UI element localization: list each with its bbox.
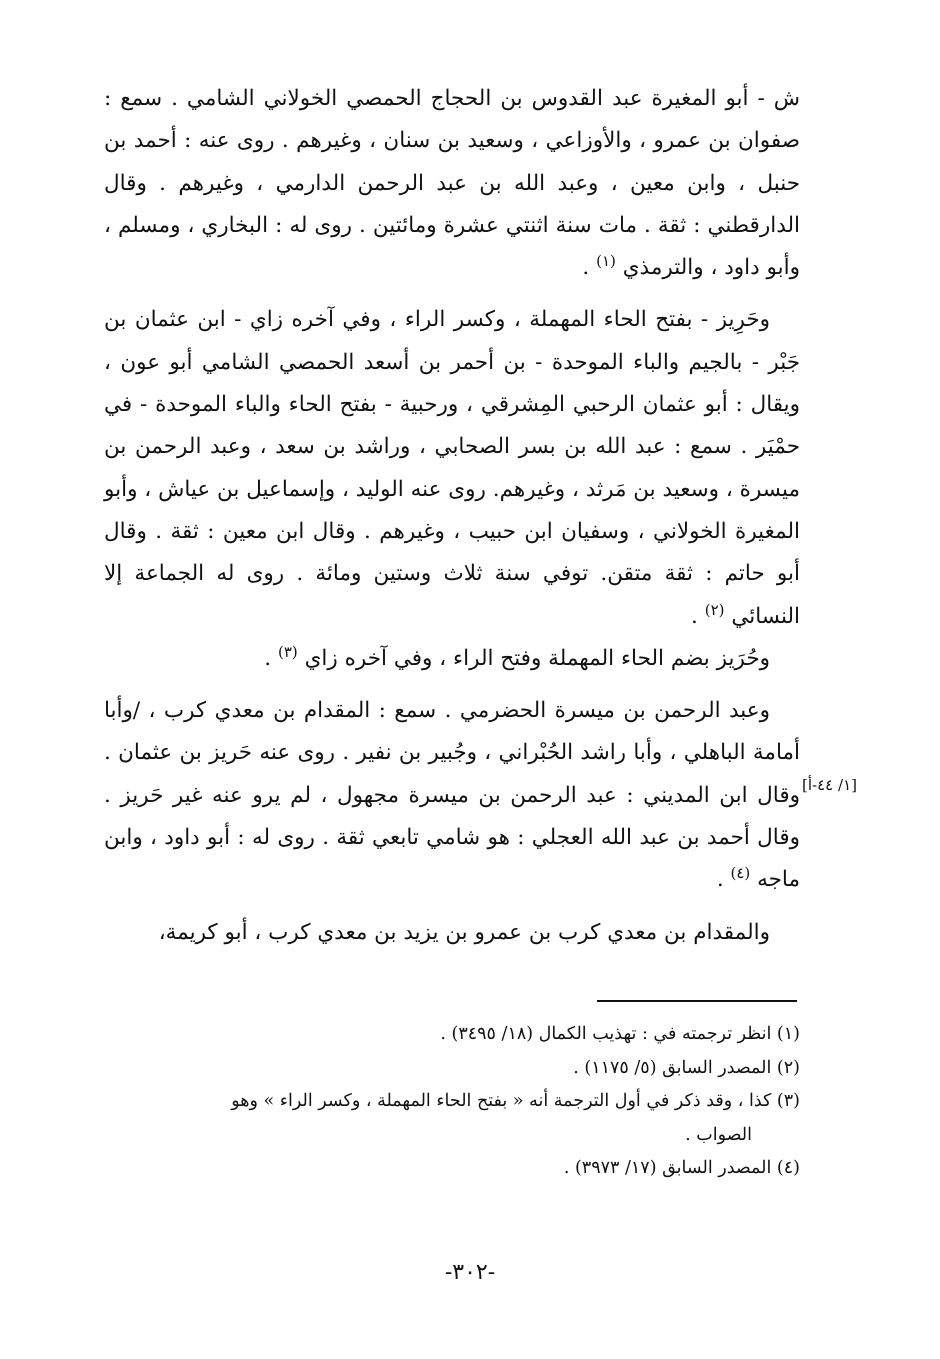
- paragraph-abu-al-mughira: [104, 78, 800, 289]
- footnote-marker-1: (١): [596, 252, 616, 271]
- paragraph-end: .: [716, 867, 731, 893]
- footnote-marker-4: (٤): [730, 864, 751, 883]
- footnote-marker-3: (٣): [277, 642, 298, 661]
- footnote-separator: [597, 1000, 797, 1002]
- paragraph-text: وحَرِيز - بفتح الحاء المهملة ، وكسر الراء ، وفي آخره زاي - ابن عثمان بن جَبْر - بالجيم والباء الموحدة - بن أحمر بن أسعد الحمصي الشامي أبو عون ، ويقال : أبو عثمان الرحبي المِشرقي ، ورحبية - بفتح الحاء والباء الموحدة - في حمْيَر . سمع : عبد الله بن بسر الصحابي ، وراشد بن سعد ، وعبد الرحمن بن ميسرة ، وسعيد بن مَرثد ، وغيرهم. روى عنه الوليد ، وإسماعيل بن عياش ، وأبو المغيرة الخولاني ، وسفيان ابن حبيب ، وغيرهم . وقال ابن معين : ثقة . وقال أبو حاتم : ثقة متقن. توفي سنة ثلاث وستين ومائة . روى له الجماعة إلا النسائي: [104, 307, 800, 629]
- paragraph-end: .: [264, 645, 278, 671]
- paragraph-text: والمقدام بن معدي كرب بن عمرو بن يزيد بن معدي كرب ، أبو كريمة،: [158, 919, 770, 945]
- page-number: -٣٠٢-: [444, 1260, 496, 1285]
- main-text: [104, 78, 800, 954]
- footnote-2: (٢) المصدر السابق (٥/ ١١٧٥) .: [573, 1057, 800, 1078]
- paragraph-abd-al-rahman: [104, 690, 800, 901]
- paragraph-text: وحُرَيز بضم الحاء المهملة وفتح الراء ، وفي آخره زاي: [304, 645, 770, 671]
- manuscript-folio-note: [١/ ٤٤-أ]: [802, 776, 857, 794]
- paragraph-end: .: [582, 255, 597, 281]
- paragraph-al-miqdam: [104, 912, 800, 954]
- paragraph-text: ش - أبو المغيرة عبد القدوس بن الحجاج الحمصي الخولاني الشامي . سمع : صفوان بن عمرو ، والأوزاعي ، وسعيد بن سنان ، وغيرهم . روى عنه : أحمد بن حنبل ، وابن معين ، وعبد الله بن عبد الرحمن الدارمي ، وغيرهم . وقال الدارقطني : ثقة . مات سنة اثنتي عشرة ومائتين . روى له : البخاري ، ومسلم ، وأبو داود ، والترمذي: [104, 86, 800, 281]
- footnote-1: (١) انظر ترجمته في : تهذيب الكمال (١٨/ ٣٤٩٥) .: [440, 1024, 800, 1044]
- paragraph-text: وعبد الرحمن بن ميسرة الحضرمي . سمع : المقدام بن معدي كرب ، /وأبا أمامة الباهلي ، وأبا راشد الحُبْراني ، وجُبير بن نفير . روى عنه حَريز بن عثمان . وقال ابن المديني : عبد الرحمن بن ميسرة مجهول ، لم يرو عنه غير حَريز . وقال أحمد بن عبد الله العجلي : هو شامي تابعي ثقة . روى له : أبو داود ، وابن ماجه: [104, 698, 800, 893]
- footnote-3: (٣) كذا ، وقد ذكر في أول الترجمة أنه « بفتح الحاء المهملة ، وكسر الراء » وهو: [231, 1091, 800, 1111]
- footnote-marker-2: (٢): [704, 600, 725, 619]
- footnote-3-continuation: الصواب .: [685, 1124, 752, 1145]
- paragraph-hariz: [104, 299, 800, 637]
- paragraph-huraiz: [104, 638, 800, 680]
- footnote-4: (٤) المصدر السابق (١٧/ ٣٩٧٣) .: [563, 1158, 800, 1178]
- footnotes: [104, 1018, 800, 1186]
- paragraph-end: .: [691, 603, 705, 629]
